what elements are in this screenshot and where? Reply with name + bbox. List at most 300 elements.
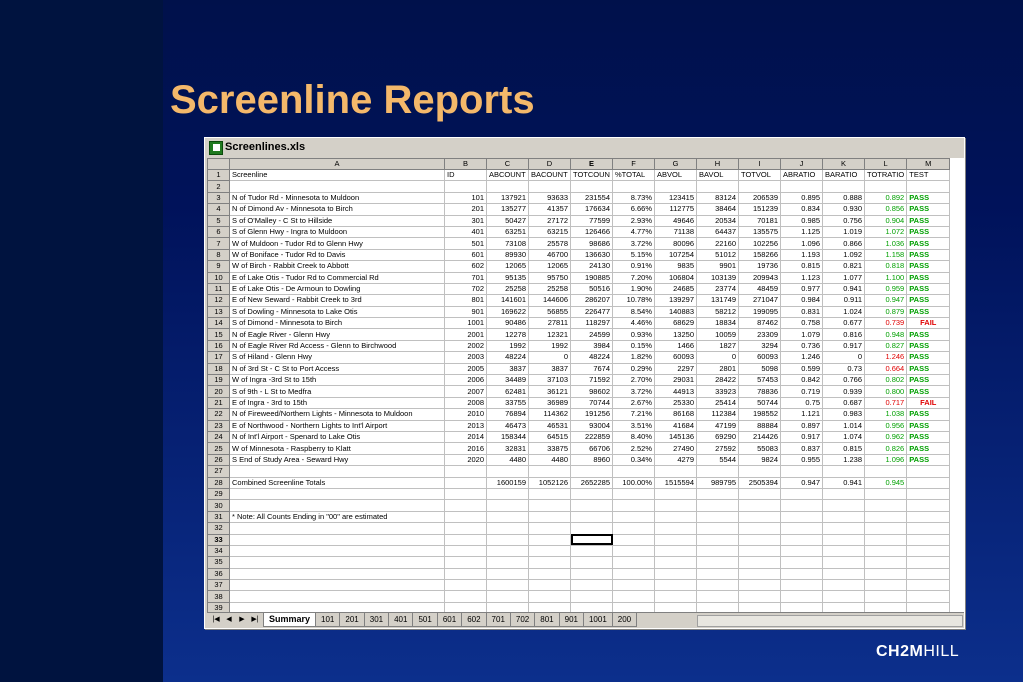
column-header-e[interactable]: E <box>571 159 613 170</box>
cell-c[interactable] <box>487 488 529 499</box>
cell-e[interactable]: 8960 <box>571 454 613 465</box>
column-header-m[interactable]: M <box>907 159 950 170</box>
cell-e[interactable] <box>571 523 613 534</box>
row-header[interactable]: 25 <box>208 443 230 454</box>
cell-d[interactable] <box>529 500 571 511</box>
cell-i[interactable]: 55083 <box>739 443 781 454</box>
cell-h[interactable]: 20534 <box>697 215 739 226</box>
cell-a[interactable] <box>230 488 445 499</box>
cell-l[interactable] <box>865 511 907 522</box>
cell-f[interactable]: 8.73% <box>613 192 655 203</box>
cell-m[interactable]: PASS <box>907 295 950 306</box>
cell-c[interactable]: 25258 <box>487 283 529 294</box>
cell-l[interactable]: 0.945 <box>865 477 907 488</box>
cell-i[interactable]: 199095 <box>739 306 781 317</box>
cell-a[interactable] <box>230 500 445 511</box>
row-header[interactable]: 4 <box>208 204 230 215</box>
cell-f[interactable] <box>613 580 655 591</box>
cell-m[interactable]: PASS <box>907 329 950 340</box>
sheet-tab-200[interactable]: 200 <box>612 613 637 627</box>
cell-h[interactable] <box>697 534 739 545</box>
cell-l[interactable]: 1.100 <box>865 272 907 283</box>
cell-k[interactable]: 0.888 <box>823 192 865 203</box>
cell-j[interactable]: 0.599 <box>781 363 823 374</box>
cell-m[interactable]: FAIL <box>907 397 950 408</box>
cell-k[interactable]: 1.077 <box>823 272 865 283</box>
cell-k[interactable] <box>823 557 865 568</box>
cell-m[interactable] <box>907 557 950 568</box>
cell-b[interactable] <box>445 534 487 545</box>
cell-c[interactable] <box>487 523 529 534</box>
cell-f[interactable] <box>613 511 655 522</box>
cell-m[interactable]: PASS <box>907 215 950 226</box>
cell-g[interactable]: 44913 <box>655 386 697 397</box>
cell-d[interactable] <box>529 488 571 499</box>
cell-j[interactable]: 0.977 <box>781 283 823 294</box>
cell-l[interactable] <box>865 591 907 602</box>
cell-g[interactable]: 145136 <box>655 431 697 442</box>
cell-i[interactable]: 23309 <box>739 329 781 340</box>
cell-i[interactable] <box>739 591 781 602</box>
cell-m[interactable]: PASS <box>907 352 950 363</box>
cell-k[interactable] <box>823 466 865 477</box>
cell-a[interactable]: S of Glenn Hwy - Ingra to Muldoon <box>230 226 445 237</box>
cell-a[interactable]: E of Lake Otis - Tudor Rd to Commercial Rd <box>230 272 445 283</box>
cell-l[interactable]: 0.739 <box>865 318 907 329</box>
spreadsheet-grid[interactable] <box>207 158 964 614</box>
cell-i[interactable]: 57453 <box>739 375 781 386</box>
sheet-tab-501[interactable]: 501 <box>412 613 437 627</box>
cell-h[interactable]: 1827 <box>697 340 739 351</box>
cell-k[interactable] <box>823 591 865 602</box>
cell-c[interactable]: 73108 <box>487 238 529 249</box>
row-header[interactable]: 2 <box>208 181 230 192</box>
cell-e[interactable] <box>571 511 613 522</box>
cell-l[interactable] <box>865 181 907 192</box>
cell-g[interactable]: 86168 <box>655 409 697 420</box>
cell-i[interactable]: 206539 <box>739 192 781 203</box>
cell-i[interactable] <box>739 557 781 568</box>
cell-m[interactable] <box>907 477 950 488</box>
cell-k[interactable] <box>823 580 865 591</box>
cell-d[interactable] <box>529 511 571 522</box>
cell-h[interactable]: 989795 <box>697 477 739 488</box>
column-header-h[interactable]: H <box>697 159 739 170</box>
cell-k[interactable]: 0.815 <box>823 443 865 454</box>
sheet-tab-401[interactable]: 401 <box>388 613 413 627</box>
cell-e[interactable]: 136630 <box>571 249 613 260</box>
cell-g[interactable] <box>655 580 697 591</box>
cell-d[interactable]: 37103 <box>529 375 571 386</box>
cell-l[interactable] <box>865 580 907 591</box>
cell-b[interactable] <box>445 466 487 477</box>
cell-e[interactable]: 77599 <box>571 215 613 226</box>
cell-l[interactable]: 0.800 <box>865 386 907 397</box>
cell-k[interactable]: 0.930 <box>823 204 865 215</box>
cell-a[interactable]: S of Dowling - Minnesota to Lake Otis <box>230 306 445 317</box>
cell-j[interactable]: 0.842 <box>781 375 823 386</box>
cell-a[interactable] <box>230 181 445 192</box>
cell-j[interactable]: 0.895 <box>781 192 823 203</box>
cell-l[interactable]: 0.827 <box>865 340 907 351</box>
cell-m[interactable] <box>907 488 950 499</box>
cell-c[interactable]: 33755 <box>487 397 529 408</box>
row-header[interactable]: 27 <box>208 466 230 477</box>
cell-a[interactable]: E of Northwood - Northern Lights to Int'l Airport <box>230 420 445 431</box>
row-header[interactable]: 18 <box>208 363 230 374</box>
cell-m[interactable] <box>907 568 950 579</box>
cell-d[interactable]: 46700 <box>529 249 571 260</box>
cell-m[interactable] <box>907 591 950 602</box>
row-header[interactable]: 3 <box>208 192 230 203</box>
cell-b[interactable] <box>445 500 487 511</box>
cell-f[interactable]: 0.34% <box>613 454 655 465</box>
cell-d[interactable]: 33875 <box>529 443 571 454</box>
cell-c[interactable] <box>487 500 529 511</box>
cell-b[interactable]: 801 <box>445 295 487 306</box>
cell-g[interactable] <box>655 591 697 602</box>
cell-c[interactable] <box>487 545 529 556</box>
cell-b[interactable]: 2008 <box>445 397 487 408</box>
row-header[interactable]: 24 <box>208 431 230 442</box>
cell-c[interactable]: ABCOUNT <box>487 170 529 181</box>
cell-j[interactable] <box>781 466 823 477</box>
row-header[interactable]: 5 <box>208 215 230 226</box>
row-header[interactable]: 36 <box>208 568 230 579</box>
cell-c[interactable]: 90486 <box>487 318 529 329</box>
cell-k[interactable]: 1.092 <box>823 249 865 260</box>
cell-b[interactable] <box>445 580 487 591</box>
cell-f[interactable]: 3.51% <box>613 420 655 431</box>
cell-k[interactable] <box>823 523 865 534</box>
cell-i[interactable]: 87462 <box>739 318 781 329</box>
cell-j[interactable] <box>781 591 823 602</box>
cell-h[interactable]: 9901 <box>697 261 739 272</box>
cell-i[interactable]: 50744 <box>739 397 781 408</box>
cell-c[interactable]: 50427 <box>487 215 529 226</box>
row-header[interactable]: 30 <box>208 500 230 511</box>
cell-d[interactable]: 0 <box>529 352 571 363</box>
cell-d[interactable] <box>529 523 571 534</box>
cell-l[interactable] <box>865 534 907 545</box>
cell-a[interactable] <box>230 568 445 579</box>
cell-g[interactable]: 107254 <box>655 249 697 260</box>
cell-c[interactable]: 141601 <box>487 295 529 306</box>
cell-a[interactable]: * Note: All Counts Ending in "00" are estimated <box>230 511 445 522</box>
cell-d[interactable]: 25578 <box>529 238 571 249</box>
cell-m[interactable]: PASS <box>907 261 950 272</box>
cell-i[interactable]: 271047 <box>739 295 781 306</box>
column-header-g[interactable]: G <box>655 159 697 170</box>
cell-a[interactable]: E of Lake Otis - De Armoun to Dowling <box>230 283 445 294</box>
cell-e[interactable]: 70744 <box>571 397 613 408</box>
cell-f[interactable]: 0.15% <box>613 340 655 351</box>
cell-f[interactable]: 100.00% <box>613 477 655 488</box>
cell-j[interactable]: 0.758 <box>781 318 823 329</box>
cell-a[interactable] <box>230 523 445 534</box>
cell-d[interactable]: 64515 <box>529 431 571 442</box>
cell-d[interactable] <box>529 568 571 579</box>
column-header-i[interactable]: I <box>739 159 781 170</box>
sheet-tab-701[interactable]: 701 <box>486 613 511 627</box>
cell-g[interactable] <box>655 466 697 477</box>
cell-b[interactable] <box>445 557 487 568</box>
cell-j[interactable]: 1.125 <box>781 226 823 237</box>
cell-j[interactable]: 0.75 <box>781 397 823 408</box>
cell-a[interactable]: S of O'Malley - C St to Hillside <box>230 215 445 226</box>
cell-e[interactable]: 98602 <box>571 386 613 397</box>
cell-e[interactable] <box>571 466 613 477</box>
cell-k[interactable]: 0.983 <box>823 409 865 420</box>
cell-g[interactable]: 71138 <box>655 226 697 237</box>
cell-j[interactable] <box>781 523 823 534</box>
cell-h[interactable]: 58212 <box>697 306 739 317</box>
cell-d[interactable]: 93633 <box>529 192 571 203</box>
cell-b[interactable]: 2003 <box>445 352 487 363</box>
cell-k[interactable] <box>823 534 865 545</box>
cell-a[interactable]: Combined Screenline Totals <box>230 477 445 488</box>
cell-k[interactable]: 0.941 <box>823 283 865 294</box>
cell-k[interactable]: 1.024 <box>823 306 865 317</box>
cell-g[interactable]: 123415 <box>655 192 697 203</box>
cell-g[interactable]: 9835 <box>655 261 697 272</box>
cell-a[interactable]: W of Boniface - Tudor Rd to Davis <box>230 249 445 260</box>
cell-c[interactable]: 1992 <box>487 340 529 351</box>
row-header[interactable]: 22 <box>208 409 230 420</box>
cell-l[interactable]: 1.036 <box>865 238 907 249</box>
cell-j[interactable]: ABRATIO <box>781 170 823 181</box>
cell-h[interactable]: 0 <box>697 352 739 363</box>
cell-h[interactable]: 69290 <box>697 431 739 442</box>
column-header-c[interactable]: C <box>487 159 529 170</box>
cell-j[interactable]: 0.947 <box>781 477 823 488</box>
cell-i[interactable]: 2505394 <box>739 477 781 488</box>
cell-l[interactable]: 1.038 <box>865 409 907 420</box>
cell-c[interactable]: 12278 <box>487 329 529 340</box>
cell-c[interactable]: 34489 <box>487 375 529 386</box>
cell-h[interactable]: 83124 <box>697 192 739 203</box>
cell-k[interactable]: 0 <box>823 352 865 363</box>
cell-k[interactable]: 1.238 <box>823 454 865 465</box>
cell-b[interactable]: ID <box>445 170 487 181</box>
cell-d[interactable]: BACOUNT <box>529 170 571 181</box>
cell-d[interactable] <box>529 466 571 477</box>
cell-b[interactable]: 101 <box>445 192 487 203</box>
cell-g[interactable]: 112775 <box>655 204 697 215</box>
cell-h[interactable] <box>697 500 739 511</box>
cell-e[interactable]: 66706 <box>571 443 613 454</box>
cell-e[interactable]: 50516 <box>571 283 613 294</box>
cell-f[interactable]: 7.20% <box>613 272 655 283</box>
cell-m[interactable]: PASS <box>907 192 950 203</box>
cell-c[interactable] <box>487 580 529 591</box>
cell-k[interactable]: 1.014 <box>823 420 865 431</box>
cell-j[interactable] <box>781 511 823 522</box>
cell-m[interactable]: PASS <box>907 249 950 260</box>
cell-g[interactable]: 1466 <box>655 340 697 351</box>
last-sheet-icon[interactable]: ▶| <box>251 616 259 623</box>
cell-h[interactable]: 112384 <box>697 409 739 420</box>
cell-i[interactable]: 214426 <box>739 431 781 442</box>
cell-a[interactable] <box>230 534 445 545</box>
cell-g[interactable]: 2297 <box>655 363 697 374</box>
cell-m[interactable]: PASS <box>907 238 950 249</box>
cell-g[interactable] <box>655 511 697 522</box>
cell-i[interactable] <box>739 181 781 192</box>
cell-j[interactable] <box>781 500 823 511</box>
row-header[interactable]: 7 <box>208 238 230 249</box>
cell-l[interactable] <box>865 466 907 477</box>
sheet-tab-601[interactable]: 601 <box>437 613 462 627</box>
cell-j[interactable] <box>781 557 823 568</box>
cell-i[interactable]: 158266 <box>739 249 781 260</box>
cell-k[interactable] <box>823 511 865 522</box>
column-header-k[interactable]: K <box>823 159 865 170</box>
cell-i[interactable] <box>739 545 781 556</box>
cell-m[interactable]: PASS <box>907 306 950 317</box>
cell-e[interactable] <box>571 534 613 545</box>
cell-e[interactable]: 286207 <box>571 295 613 306</box>
cell-k[interactable]: 0.911 <box>823 295 865 306</box>
row-header[interactable]: 33 <box>208 534 230 545</box>
cell-i[interactable] <box>739 568 781 579</box>
select-all-corner[interactable] <box>208 159 230 170</box>
cell-j[interactable] <box>781 580 823 591</box>
cell-e[interactable]: 191256 <box>571 409 613 420</box>
cell-c[interactable]: 32831 <box>487 443 529 454</box>
cell-m[interactable]: PASS <box>907 283 950 294</box>
row-header[interactable]: 35 <box>208 557 230 568</box>
cell-l[interactable]: 0.904 <box>865 215 907 226</box>
cell-g[interactable]: 24685 <box>655 283 697 294</box>
cell-d[interactable]: 36121 <box>529 386 571 397</box>
cell-l[interactable]: 0.856 <box>865 204 907 215</box>
cell-k[interactable] <box>823 568 865 579</box>
cell-h[interactable] <box>697 511 739 522</box>
cell-e[interactable]: 222859 <box>571 431 613 442</box>
cell-d[interactable]: 36989 <box>529 397 571 408</box>
cell-m[interactable] <box>907 181 950 192</box>
cell-e[interactable] <box>571 545 613 556</box>
cell-f[interactable]: 1.82% <box>613 352 655 363</box>
cell-h[interactable] <box>697 181 739 192</box>
cell-e[interactable]: 118297 <box>571 318 613 329</box>
cell-h[interactable]: 28422 <box>697 375 739 386</box>
cell-a[interactable] <box>230 545 445 556</box>
cell-l[interactable] <box>865 568 907 579</box>
cell-m[interactable]: FAIL <box>907 318 950 329</box>
cell-f[interactable] <box>613 181 655 192</box>
cell-h[interactable]: 33923 <box>697 386 739 397</box>
sheet-tab-101[interactable]: 101 <box>315 613 340 627</box>
cell-j[interactable]: 0.834 <box>781 204 823 215</box>
cell-b[interactable] <box>445 568 487 579</box>
cell-b[interactable]: 2013 <box>445 420 487 431</box>
cell-l[interactable]: 0.948 <box>865 329 907 340</box>
cell-l[interactable]: 1.096 <box>865 454 907 465</box>
cell-d[interactable]: 4480 <box>529 454 571 465</box>
cell-d[interactable]: 25258 <box>529 283 571 294</box>
cell-k[interactable]: 0.939 <box>823 386 865 397</box>
cell-h[interactable]: 2801 <box>697 363 739 374</box>
cell-j[interactable]: 0.736 <box>781 340 823 351</box>
cell-j[interactable]: 0.815 <box>781 261 823 272</box>
cell-i[interactable]: 19736 <box>739 261 781 272</box>
cell-b[interactable]: 501 <box>445 238 487 249</box>
cell-c[interactable]: 1600159 <box>487 477 529 488</box>
horizontal-scrollbar[interactable] <box>697 615 963 627</box>
cell-f[interactable]: 8.40% <box>613 431 655 442</box>
cell-l[interactable]: 0.892 <box>865 192 907 203</box>
cell-g[interactable]: 49646 <box>655 215 697 226</box>
cell-g[interactable] <box>655 488 697 499</box>
cell-l[interactable]: 1.246 <box>865 352 907 363</box>
cell-k[interactable]: 1.019 <box>823 226 865 237</box>
cell-d[interactable]: 63215 <box>529 226 571 237</box>
cell-k[interactable]: 0.917 <box>823 340 865 351</box>
row-header[interactable]: 17 <box>208 352 230 363</box>
cell-g[interactable] <box>655 557 697 568</box>
row-header[interactable]: 28 <box>208 477 230 488</box>
cell-l[interactable]: 0.962 <box>865 431 907 442</box>
cell-f[interactable]: 10.78% <box>613 295 655 306</box>
cell-c[interactable]: 95135 <box>487 272 529 283</box>
cell-f[interactable]: 0.29% <box>613 363 655 374</box>
row-header[interactable]: 21 <box>208 397 230 408</box>
cell-k[interactable]: 0.941 <box>823 477 865 488</box>
cell-e[interactable]: 48224 <box>571 352 613 363</box>
cell-a[interactable]: E of New Seward - Rabbit Creek to 3rd <box>230 295 445 306</box>
cell-m[interactable]: PASS <box>907 454 950 465</box>
cell-j[interactable]: 0.985 <box>781 215 823 226</box>
cell-f[interactable]: 0.93% <box>613 329 655 340</box>
cell-j[interactable]: 1.079 <box>781 329 823 340</box>
cell-l[interactable]: 0.664 <box>865 363 907 374</box>
cell-e[interactable]: 98686 <box>571 238 613 249</box>
cell-e[interactable] <box>571 580 613 591</box>
cell-c[interactable] <box>487 534 529 545</box>
cell-e[interactable]: 93004 <box>571 420 613 431</box>
cell-c[interactable] <box>487 568 529 579</box>
row-header[interactable]: 31 <box>208 511 230 522</box>
cell-g[interactable] <box>655 568 697 579</box>
cell-k[interactable]: 0.687 <box>823 397 865 408</box>
cell-i[interactable]: 88884 <box>739 420 781 431</box>
row-header[interactable]: 19 <box>208 375 230 386</box>
cell-m[interactable] <box>907 580 950 591</box>
cell-m[interactable]: PASS <box>907 420 950 431</box>
cell-l[interactable] <box>865 523 907 534</box>
cell-a[interactable] <box>230 580 445 591</box>
cell-d[interactable]: 1992 <box>529 340 571 351</box>
sheet-tab-1001[interactable]: 1001 <box>583 613 613 627</box>
cell-a[interactable]: E of Ingra - 3rd to 15th <box>230 397 445 408</box>
cell-b[interactable]: 2005 <box>445 363 487 374</box>
cell-i[interactable]: 70181 <box>739 215 781 226</box>
cell-i[interactable]: 151239 <box>739 204 781 215</box>
cell-e[interactable] <box>571 591 613 602</box>
cell-c[interactable]: 137921 <box>487 192 529 203</box>
cell-e[interactable] <box>571 568 613 579</box>
cell-c[interactable]: 63251 <box>487 226 529 237</box>
cell-i[interactable]: 3294 <box>739 340 781 351</box>
cell-m[interactable]: PASS <box>907 375 950 386</box>
cell-l[interactable]: 0.818 <box>865 261 907 272</box>
first-sheet-icon[interactable]: |◀ <box>212 616 220 623</box>
cell-f[interactable]: %TOTAL <box>613 170 655 181</box>
cell-m[interactable]: PASS <box>907 409 950 420</box>
cell-e[interactable]: 7674 <box>571 363 613 374</box>
